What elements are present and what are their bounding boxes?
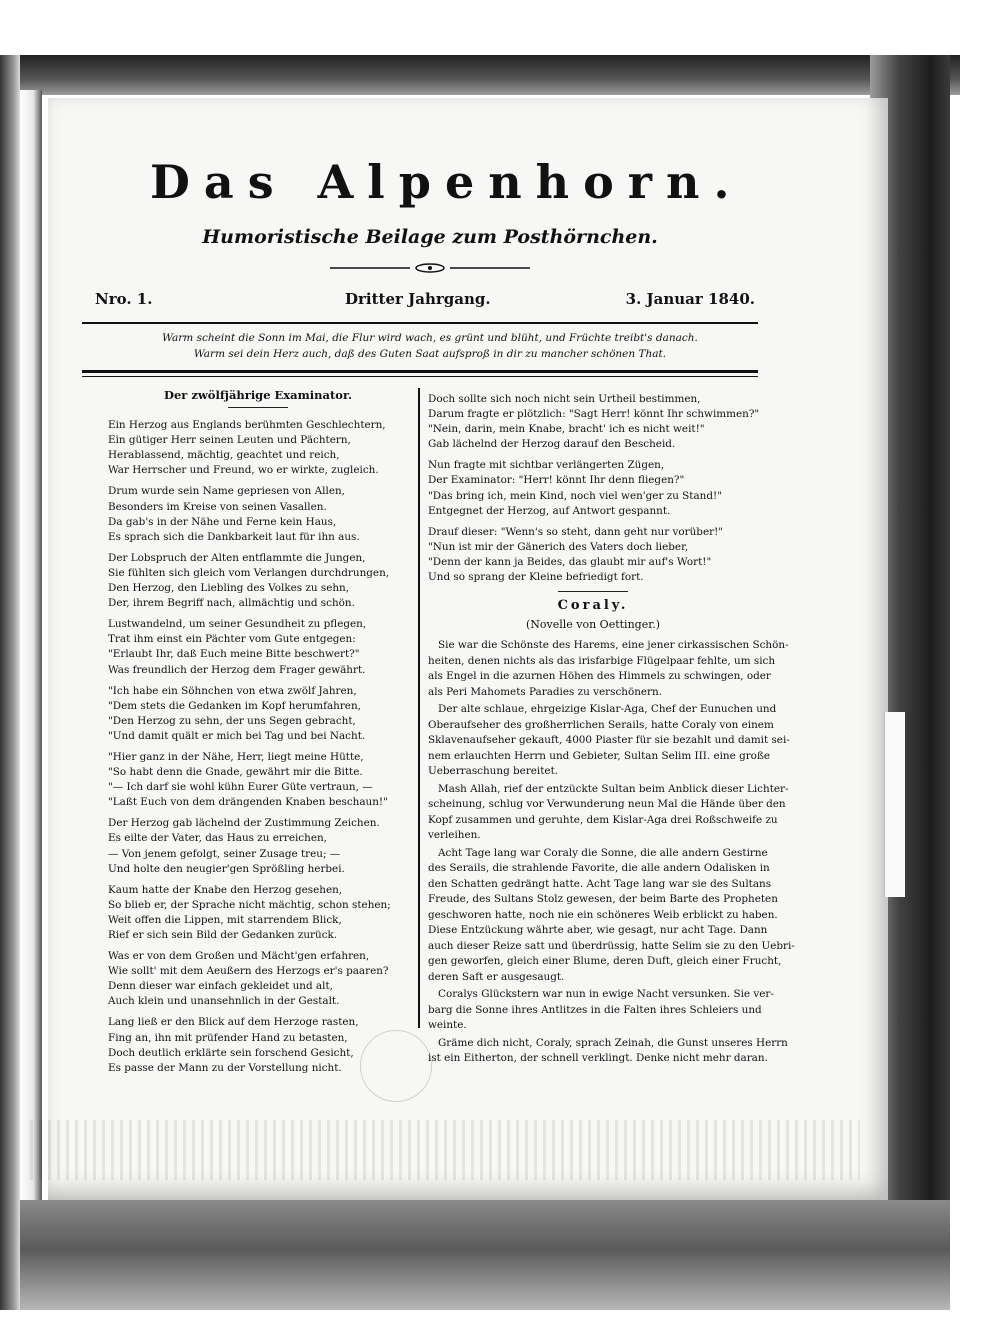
verse-line: "Dem stets die Gedanken im Kopf herumfahren, — [108, 699, 361, 712]
text-line: nem erlauchten Herrn und Gebieter, Sultan Selim III. eine große — [428, 749, 771, 762]
text-line: den Schatten gedrängt hatte. Acht Tage lang war sie des Sultans — [428, 877, 772, 890]
verse-line: Kaum hatte der Knabe den Herzog gesehen, — [108, 883, 343, 896]
text-line: Acht Tage lang war Coraly die Sonne, die alle andern Gestirne — [438, 846, 768, 859]
stanza — [428, 392, 758, 452]
verse-line: "— Ich darf sie wohl kühn Eurer Güte vertraun, — — [108, 781, 373, 794]
verse-line: "Erlaubt Ihr, daß Euch meine Bitte beschwert?" — [108, 648, 360, 661]
verse-line: "Hier ganz in der Nähe, Herr, liegt meine Hütte, — [108, 750, 364, 763]
book-edge-bottom — [20, 1200, 950, 1310]
poem-stanzas — [108, 418, 408, 1076]
verse-line: Ein gütiger Herr seinen Leuten und Pächtern, — [108, 434, 351, 447]
ornament-divider — [330, 262, 530, 274]
text-line: Kopf zusammen und geruhte, dem Kislar-Aga drei Roßschweife zu — [428, 813, 778, 826]
verse-line: "So habt denn die Gnade, gewährt mir die Bitte. — [108, 766, 363, 779]
text-line: Mash Allah, rief der entzückte Sultan beim Anblick dieser Lichter- — [438, 782, 789, 795]
text-line: scheinung, schlug vor Verwunderung neun Mal die Hände über den — [428, 798, 786, 811]
text-line: Freude, des Sultans Stolz gewesen, der beim Barte des Propheten — [428, 893, 778, 906]
text-line: verleihen. — [428, 829, 481, 842]
stanza — [108, 551, 408, 611]
stanza — [108, 883, 408, 943]
poem-column — [108, 388, 408, 1082]
verse-line: Es eilte der Vater, das Haus zu erreichen, — [108, 832, 327, 845]
verse-line: Sie fühlten sich gleich vom Verlangen durchdrungen, — [108, 566, 390, 579]
issue-date: 3. Januar 1840. — [625, 290, 755, 308]
paragraph — [428, 1036, 788, 1067]
paragraph — [428, 846, 795, 986]
text-line: auch dieser Reize satt und überdrüssig, hatte Selim sie zu den Uebri- — [428, 939, 795, 952]
verse-line: Lang ließ er den Blick auf dem Herzoge rasten, — [108, 1016, 359, 1029]
scan-shadow-top — [0, 55, 960, 95]
stanza — [108, 484, 408, 544]
text-line: als Engel in die azurnen Höhen des Himmels zu schwingen, oder — [428, 670, 771, 683]
verse-line: Es passe der Mann zu der Vorstellung nicht. — [108, 1061, 342, 1074]
text-line: des Serails, die strahlende Favorite, die alle andern Odalisken in — [428, 862, 770, 875]
verse-line: Der Examinator: "Herr! könnt Ihr denn fliegen?" — [428, 474, 685, 487]
verse-line: "Denn der kann ja Beides, das glaubt mir auf's Wort!" — [428, 555, 712, 568]
verse-line: Drum wurde sein Name gepriesen von Allen, — [108, 485, 345, 498]
verse-line: Nun fragte mit sichtbar verlängerten Zügen, — [428, 459, 665, 472]
verse-line: Gab lächelnd der Herzog darauf den Bescheid. — [428, 438, 676, 451]
text-line: barg die Sonne ihres Antlitzes in die Falten ihres Schleiers und — [428, 1003, 762, 1016]
verse-line: Doch deutlich erklärte sein forschend Gesicht, — [108, 1046, 354, 1059]
stanza — [108, 684, 408, 744]
book-edge-left — [20, 90, 42, 1290]
verse-line: So blieb er, der Sprache nicht mächtig, schon stehen; — [108, 898, 391, 911]
verse-line: Den Herzog, den Liebling des Volkes zu sehn, — [108, 582, 350, 595]
verse-line: Denn dieser war einfach gekleidet und alt, — [108, 980, 333, 993]
text-line: Oberaufseher des großherrlichen Serails, hatte Coraly von einem — [428, 718, 774, 731]
paragraph — [428, 987, 774, 1034]
verse-line: Was freundlich der Herzog dem Frager gewährt. — [108, 663, 366, 676]
page-wear — [30, 1120, 860, 1180]
issue-info — [95, 290, 755, 314]
verse-line: "Nun ist mir der Gänerich des Vaters doch lieber, — [428, 540, 689, 553]
verse-line: Herablassend, mächtig, geachtet und reich, — [108, 449, 340, 462]
text-line: Ueberraschung bereitet. — [428, 765, 559, 778]
story-text — [428, 638, 795, 1067]
text-line: Diese Entzückung währte aber, wie gesagt, nur acht Tage. Dann — [428, 924, 768, 937]
verse-line: Fing an, ihn mit prüfender Hand zu betasten, — [108, 1031, 348, 1044]
motto-line: Warm scheint die Sonn im Mai, die Flur wird wach, es grünt und blüht, und Früchte treibt's danach. — [162, 332, 698, 344]
verse-line: Der Herzog gab lächelnd der Zustimmung Zeichen. — [108, 817, 380, 830]
verse-line: Was er von dem Großen und Mächt'gen erfahren, — [108, 950, 370, 963]
right-column — [428, 392, 795, 1069]
poem-continuation — [428, 392, 758, 585]
poem-title: Der zwölfjährige Examinator. — [164, 388, 352, 402]
verse-line: Lustwandelnd, um seiner Gesundheit zu pflegen, — [108, 618, 367, 631]
text-line: deren Saft er ausgesaugt. — [428, 970, 565, 983]
verse-line: "Und damit quält er mich bei Tag und bei Nacht. — [108, 729, 366, 742]
verse-line: Ein Herzog aus Englands berühmten Geschlechtern, — [108, 419, 386, 432]
verse-line: Doch sollte sich noch nicht sein Urtheil bestimmen, — [428, 393, 701, 405]
verse-line: Trat ihm einst ein Pächter vom Gute entgegen: — [108, 633, 356, 646]
motto — [150, 330, 710, 362]
paragraph — [428, 782, 789, 844]
text-line: Sklavenaufseher gekauft, 4000 Piaster für sie bezahlt und damit sei- — [428, 734, 790, 747]
verse-line: Weit offen die Lippen, mit starrendem Blick, — [108, 913, 342, 926]
column-divider — [418, 388, 420, 1028]
stanza — [108, 816, 408, 876]
text-line: geschworen hatte, noch nie ein schöneres Weib erblickt zu haben. — [428, 908, 778, 921]
text-line: Der alte schlaue, ehrgeizige Kislar-Aga, Chef der Eunuchen und — [438, 703, 777, 716]
text-line: ist ein Eitherton, der schnell verklingt. Denke nicht mehr daran. — [428, 1052, 768, 1065]
story-title: Coraly. — [557, 598, 629, 614]
verse-line: Es sprach sich die Dankbarkeit laut für ihn aus. — [108, 530, 360, 543]
motto-rule-thin — [82, 376, 758, 377]
verse-line: Auch klein und unansehnlich in der Gestalt. — [108, 995, 340, 1008]
motto-rule-thick — [82, 370, 758, 373]
text-line: Gräme dich nicht, Coraly, sprach Zeinah, die Gunst unseres Herrn — [438, 1036, 788, 1049]
text-line: als Peri Mahomets Paradies zu verschönern. — [428, 685, 663, 698]
page-tab — [884, 712, 905, 897]
header-rule — [82, 322, 758, 324]
story-rule — [558, 591, 628, 592]
stanza — [108, 1015, 408, 1075]
stanza — [108, 418, 408, 478]
scan-shadow-left — [0, 55, 20, 1310]
verse-line: Und so sprang der Kleine befriedigt fort. — [428, 571, 644, 584]
verse-line: "Nein, darin, mein Knabe, bracht' ich es nicht weit!" — [428, 423, 705, 436]
verse-line: Rief er sich sein Bild der Gedanken zurück. — [108, 929, 338, 941]
text-line: heiten, denen nichts als das irisfarbige Flügelpaar fehlte, um sich — [428, 654, 776, 667]
verse-line: "Den Herzog zu sehn, der uns Segen gebracht, — [108, 714, 356, 727]
text-line: weinte. — [428, 1019, 467, 1032]
verse-line: Darum fragte er plötzlich: "Sagt Herr! könnt Ihr schwimmen?" — [428, 408, 760, 421]
masthead-title: Das Alpenhorn. — [150, 155, 744, 209]
paragraph — [428, 702, 790, 780]
stanza — [108, 949, 408, 1009]
verse-line: "Ich habe ein Söhnchen von etwa zwölf Jahren, — [108, 684, 357, 697]
verse-line: Da gab's in der Nähe und Ferne kein Haus, — [108, 515, 337, 528]
volume-label: Dritter Jahrgang. — [345, 290, 491, 308]
stanza — [108, 750, 408, 810]
verse-line: Und holte den neugier'gen Sprößling herbei. — [108, 862, 345, 875]
verse-line: — Von jenem gefolgt, seiner Zusage treu; — — [108, 847, 341, 860]
masthead-subtitle: Humoristische Beilage zum Posthörnchen. — [202, 226, 658, 248]
stanza — [428, 458, 758, 518]
verse-line: War Herrscher und Freund, wo er wirkte, zugleich. — [108, 464, 379, 477]
title-rule — [228, 407, 288, 408]
text-line: Coralys Glückstern war nun in ewige Nacht versunken. Sie ver- — [438, 988, 774, 1001]
text-line: gen geworfen, gleich einer Blume, deren Duft, gleich einer Frucht, — [428, 955, 782, 968]
text-line: Sie war die Schönste des Harems, eine jener cirkassischen Schön- — [438, 639, 789, 652]
verse-line: Wie sollt' mit dem Aeußern des Herzogs er's paaren? — [108, 965, 389, 978]
story-byline: (Novelle von Oettinger.) — [525, 618, 661, 632]
paragraph — [428, 638, 789, 700]
motto-line: Warm sei dein Herz auch, daß des Guten Saat aufsproß in dir zu mancher schönen That. — [193, 348, 667, 360]
verse-line: "Das bring ich, mein Kind, noch viel wen'ger zu Stand!" — [428, 489, 722, 502]
verse-line: Der Lobspruch der Alten entflammte die Jungen, — [108, 551, 366, 564]
verse-line: Entgegnet der Herzog, auf Antwort gespannt. — [428, 504, 671, 517]
stanza — [108, 617, 408, 677]
issue-number: Nro. 1. — [95, 290, 153, 308]
verse-line: Der, ihrem Begriff nach, allmächtig und schön. — [108, 597, 355, 610]
verse-line: Drauf dieser: "Wenn's so steht, dann geht nur vorüber!" — [428, 525, 724, 538]
verse-line: Besonders im Kreise von seinen Vasallen. — [108, 500, 327, 513]
stanza — [428, 525, 758, 585]
verse-line: "Laßt Euch von dem drängenden Knaben beschaun!" — [108, 796, 388, 809]
